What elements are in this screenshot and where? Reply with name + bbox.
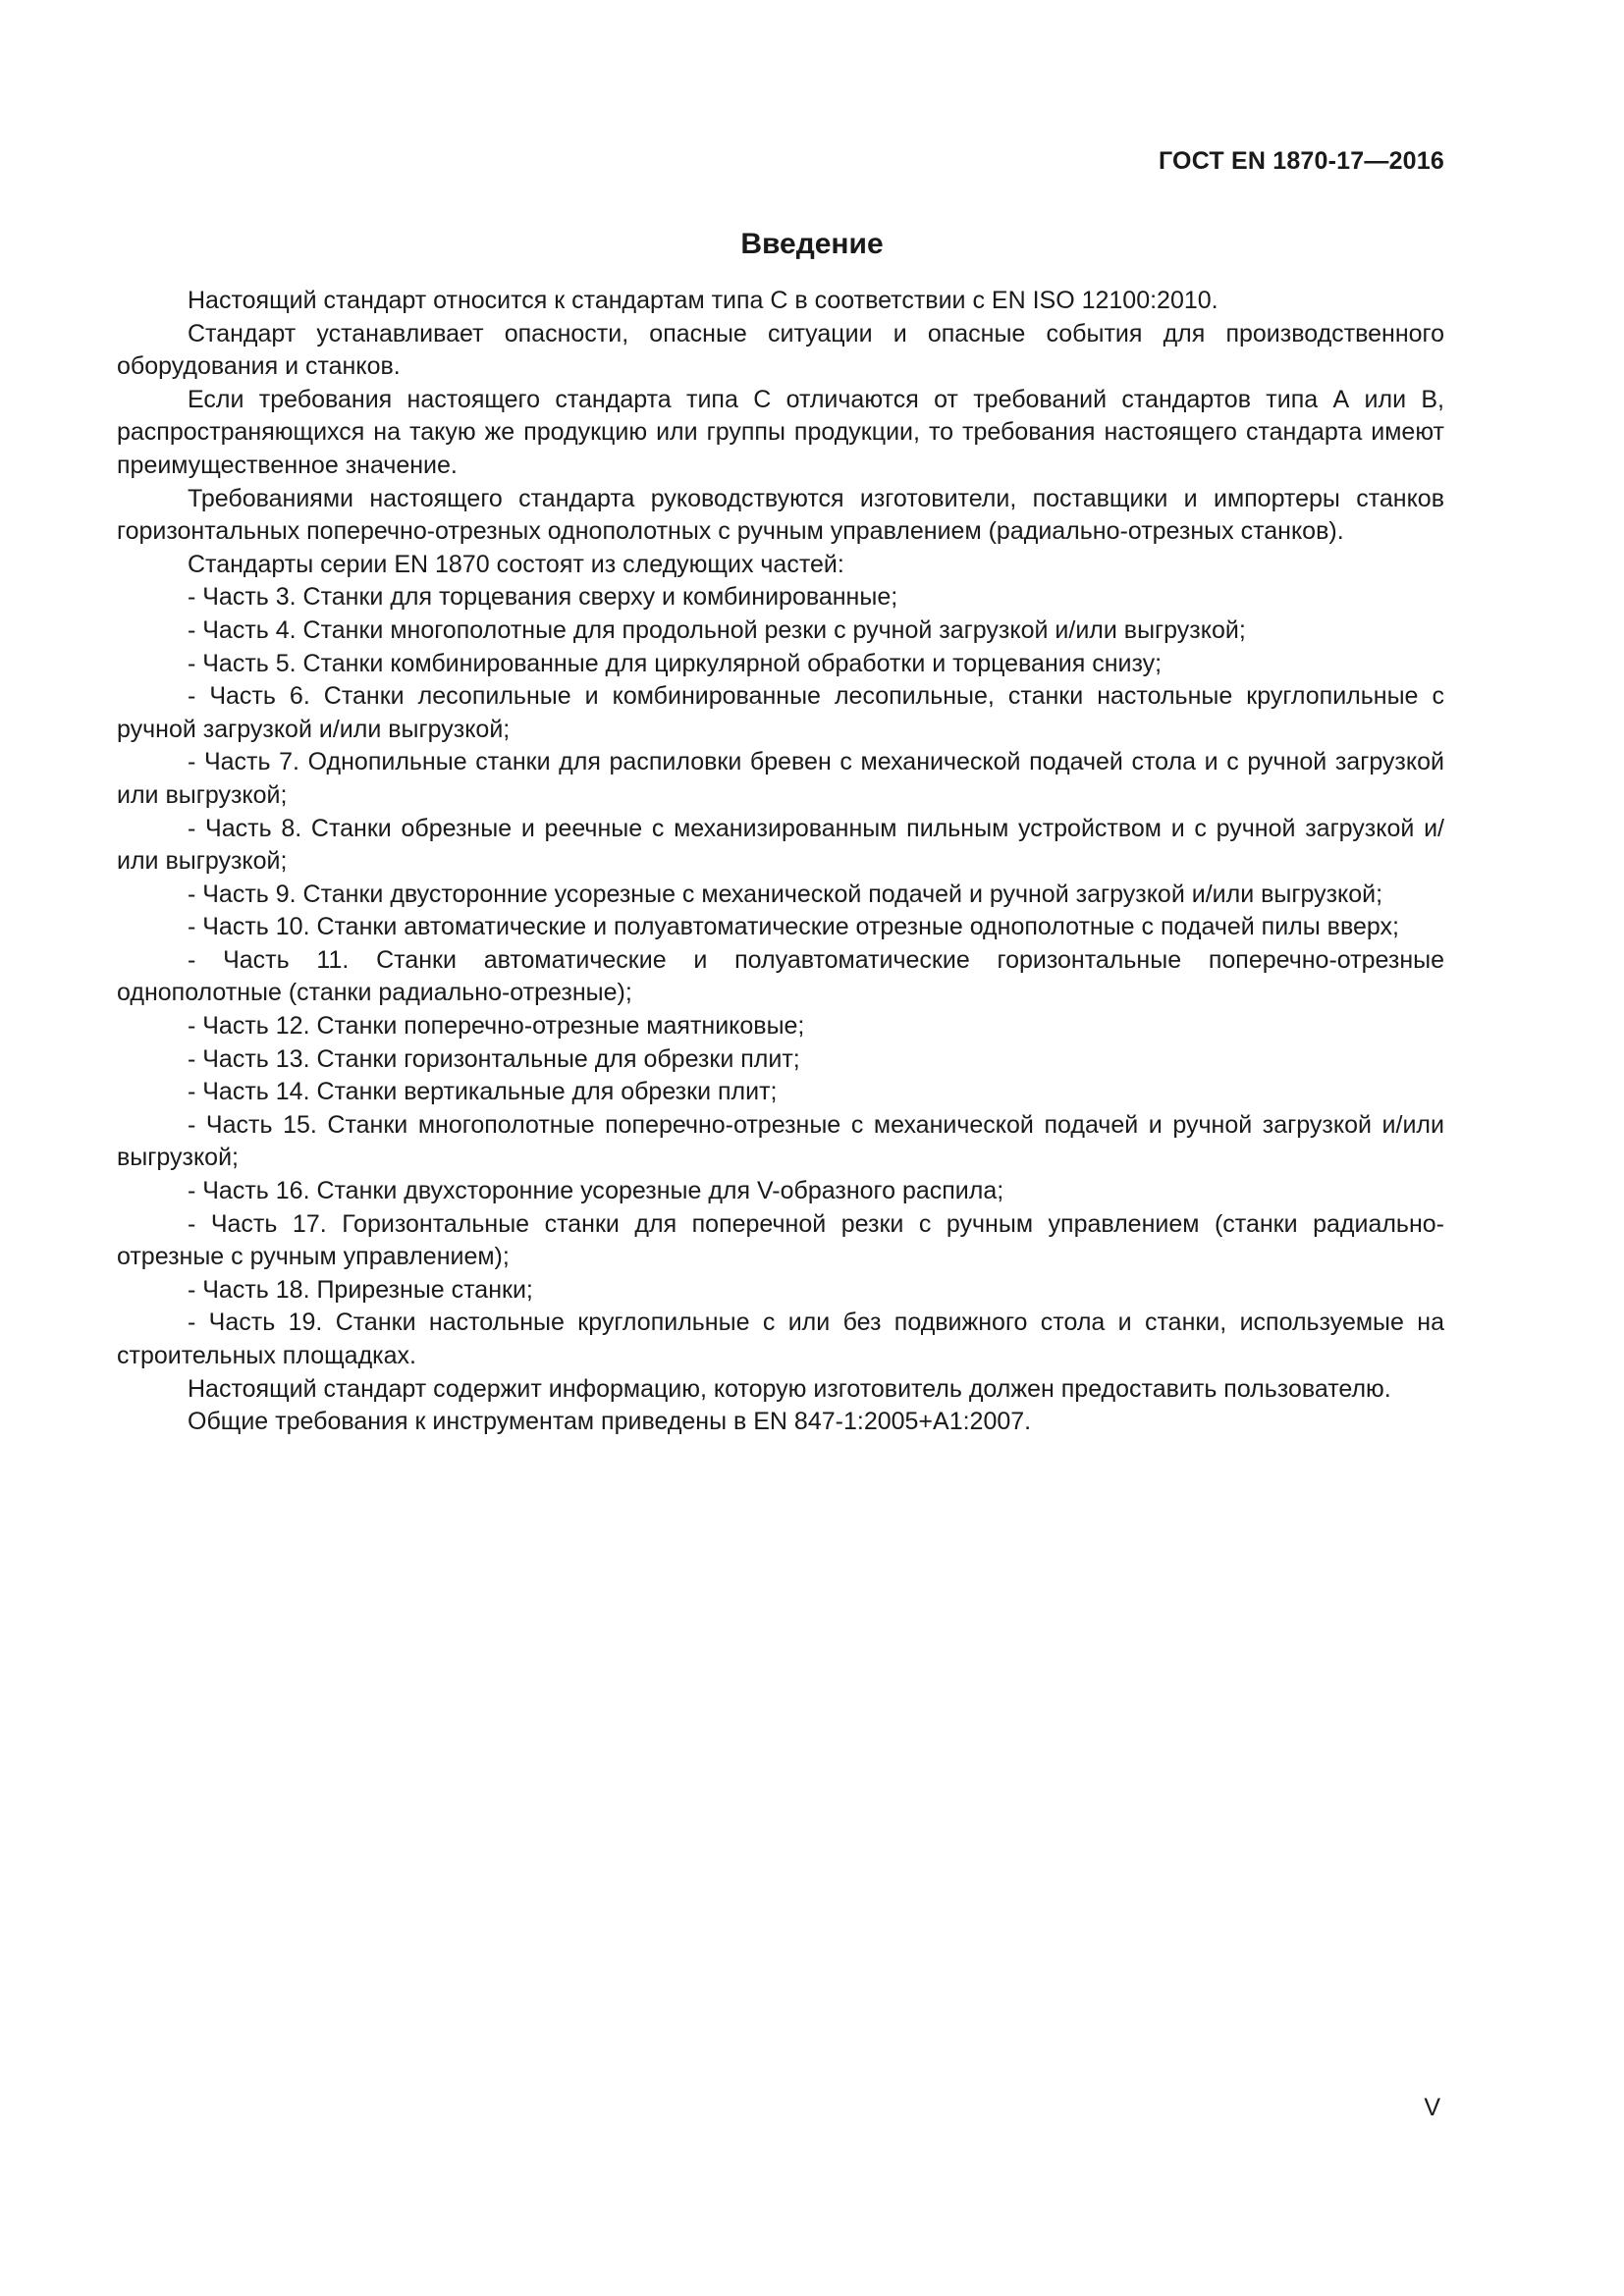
paragraph: Если требования настоящего стандарта типа С отличаются от требований стандартов типа А или В, распространяющихся на такую же продукцию или группы продукции, то требования настоящего стандарта имеют преимущественное значение.	[117, 385, 1444, 479]
list-item: - Часть 12. Станки поперечно-отрезные маятниковые;	[188, 1012, 805, 1041]
list-item: - Часть 9. Станки двусторонние усорезные с механической подачей и ручной загрузкой и/или выгрузкой;	[188, 880, 1383, 908]
paragraph: Стандарты серии EN 1870 состоят из следующих частей:	[188, 550, 844, 578]
list-item: - Часть 15. Станки многополотные поперечно-отрезные с механической подачей и ручной загрузкой и/или выгрузкой;	[117, 1110, 1444, 1172]
list-item: - Часть 11. Станки автоматические и полуавтоматические горизонтальные поперечно-отрезные однополотные (станки радиально-отрезные);	[117, 945, 1444, 1007]
list-item: - Часть 14. Станки вертикальные для обрезки плит;	[188, 1078, 778, 1106]
list-item: - Часть 8. Станки обрезные и реечные с механизированным пильным устройством и с ручной загрузкой и/или выгрузкой;	[117, 814, 1444, 876]
list-item: - Часть 16. Станки двухсторонние усорезные для V-образного распила;	[188, 1177, 1004, 1205]
page-number: V	[1424, 2094, 1440, 2121]
introduction-body	[117, 285, 1444, 1439]
list-item: - Часть 18. Прирезные станки;	[188, 1275, 533, 1304]
list-item: - Часть 7. Однопильные станки для распиловки бревен с механической подачей стола и с ручной загрузкой или выгрузкой;	[117, 748, 1444, 809]
paragraph: Стандарт устанавливает опасности, опасные ситуации и опасные события для производственного оборудования и станков.	[117, 319, 1444, 381]
list-item: - Часть 4. Станки многополотные для продольной резки с ручной загрузкой и/или выгрузкой;	[188, 615, 1246, 644]
parts-list	[117, 581, 1444, 1372]
list-item: - Часть 19. Станки настольные круглопильные с или без подвижного стола и станки, используемые на строительных площадках.	[117, 1308, 1444, 1369]
paragraph: Требованиями настоящего стандарта руководствуются изготовители, поставщики и импортеры станков горизонтальных поперечно-отрезных однополотных с ручным управлением (радиально-отрезных станков).	[117, 484, 1444, 546]
paragraph: Настоящий стандарт содержит информацию, которую изготовитель должен предоставить пользователю.	[188, 1374, 1391, 1403]
paragraph: Общие требования к инструментам приведены в EN 847-1:2005+A1:2007.	[188, 1408, 1032, 1436]
list-item: - Часть 3. Станки для торцевания сверху и комбинированные;	[188, 583, 898, 612]
list-item: - Часть 6. Станки лесопильные и комбинированные лесопильные, станки настольные круглопильные с ручной загрузкой и/или выгрузкой;	[117, 682, 1444, 743]
paragraph: Настоящий стандарт относится к стандартам типа С в соответствии с EN ISO 12100:2010.	[188, 287, 1218, 314]
list-item: - Часть 10. Станки автоматические и полуавтоматические отрезные однополотные с подачей пилы вверх;	[188, 913, 1399, 941]
document-code: ГОСТ EN 1870-17—2016	[1159, 147, 1444, 175]
list-item: - Часть 17. Горизонтальные станки для поперечной резки с ручным управлением (станки радиально-отрезные с ручным управлением);	[117, 1209, 1444, 1271]
list-item: - Часть 5. Станки комбинированные для циркулярной обработки и торцевания снизу;	[188, 649, 1163, 677]
section-heading: Введение	[740, 228, 884, 260]
list-item: - Часть 13. Станки горизонтальные для обрезки плит;	[188, 1044, 800, 1073]
